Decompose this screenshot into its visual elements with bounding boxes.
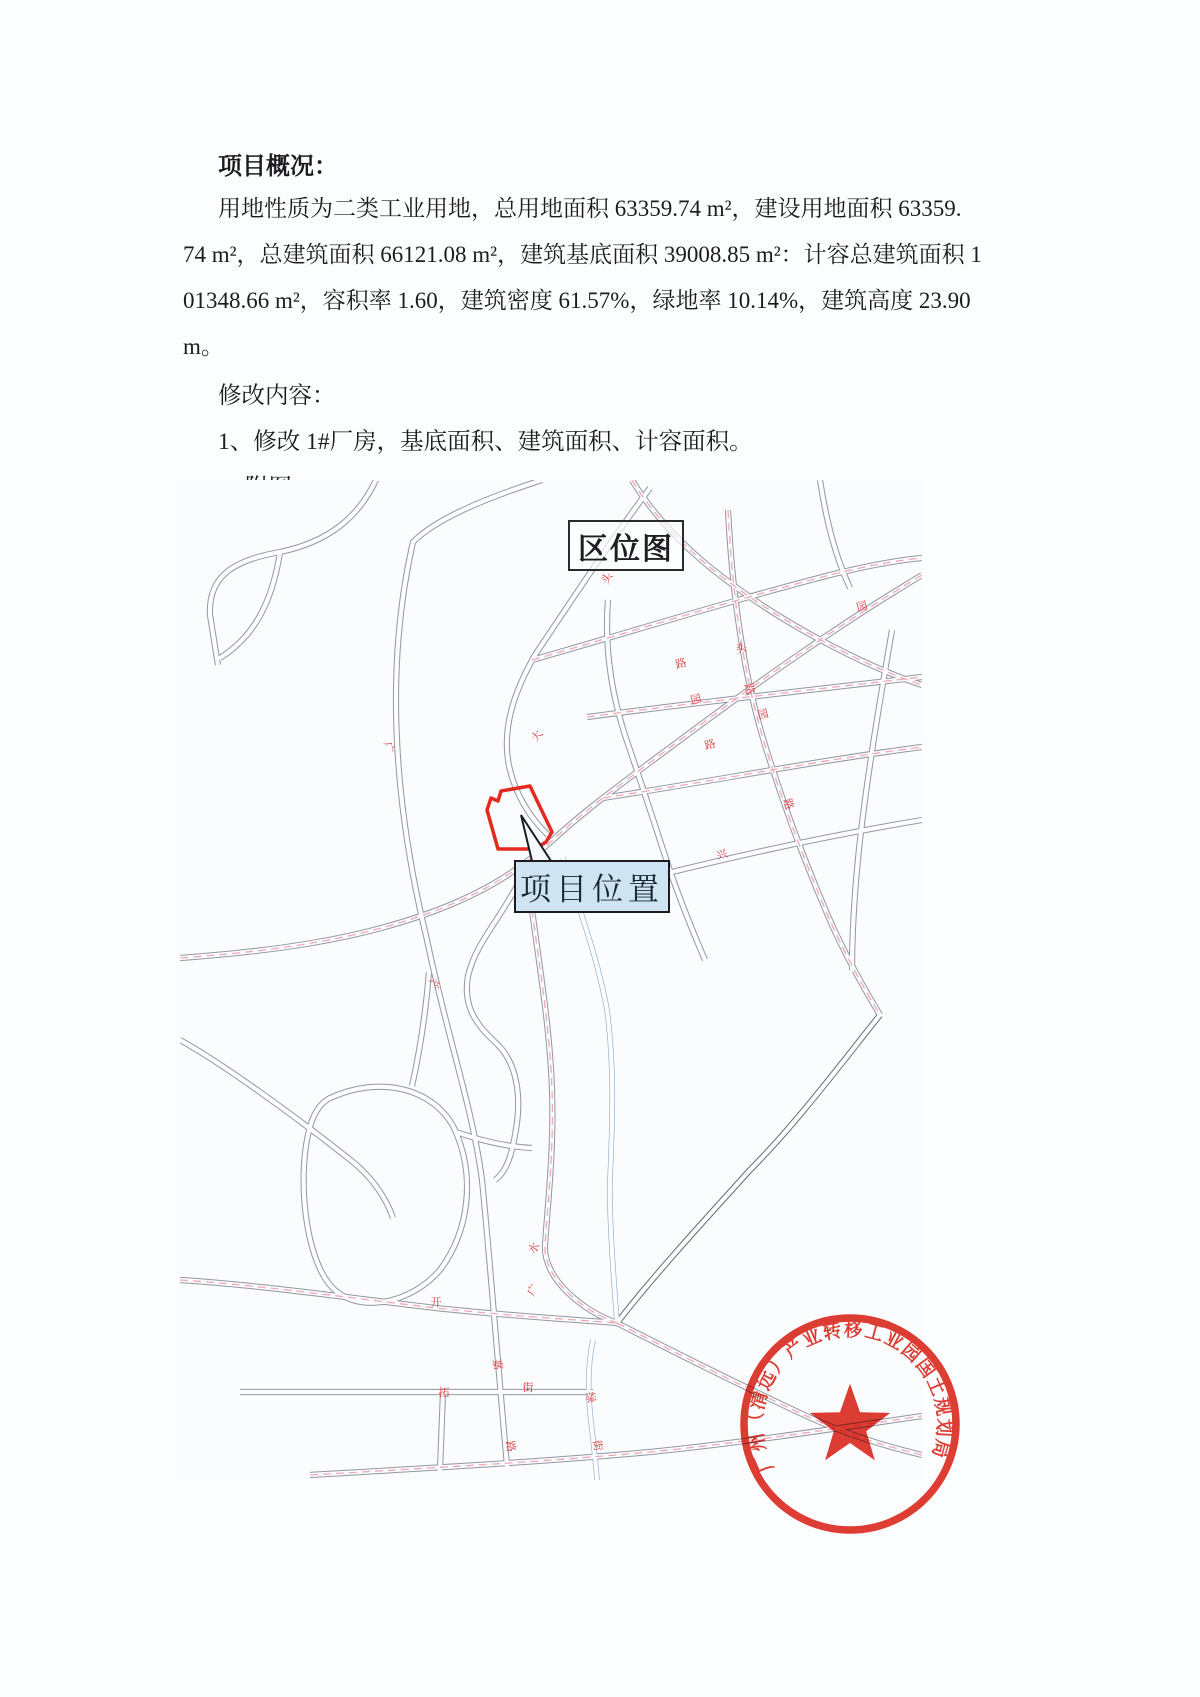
road-name-mark: 开: [430, 1297, 442, 1309]
overview-line: 01348.66 m²，容积率 1.60，建筑密度 61.57%，绿地率 10.14%，建筑高度 23.90: [183, 288, 971, 313]
road-name-mark: 水: [526, 1240, 543, 1257]
overview-line: m。: [183, 334, 224, 359]
seal-text: 广州（清远）产业转移工业园国土规划局: [742, 1316, 958, 1476]
overview-heading: 项目概况：: [218, 154, 338, 180]
map-title-box: [568, 520, 684, 571]
road-name-mark: 广: [525, 1282, 542, 1299]
road-name-mark: 路: [674, 656, 689, 672]
road-name-mark: 街: [522, 1382, 534, 1394]
road-name-mark: 广: [381, 741, 395, 754]
road-name-mark: 头: [599, 570, 616, 587]
road-name-mark: 路: [741, 682, 757, 697]
road-name-mark: 产: [425, 977, 440, 992]
map-title: 区位图: [578, 532, 674, 566]
overview-paragraph: [183, 186, 982, 370]
road-name-mark: 街: [590, 1439, 604, 1452]
road-name-mark: 园: [855, 599, 870, 615]
road-name-mark: 绿: [583, 1391, 597, 1404]
official-seal: [728, 1298, 973, 1543]
road-name-mark: 园: [689, 692, 704, 708]
road-name-mark: 兴: [715, 847, 730, 863]
road-name-mark: 头: [734, 641, 749, 657]
road-name-mark: 嘉: [490, 1358, 504, 1371]
road-name-mark: 园: [756, 707, 771, 723]
seal-star-icon: [810, 1384, 891, 1461]
overview-line: 74 m²，总建筑面积 66121.08 m²，建筑基底面积 39008.85 m²：计容总建筑面积 1: [183, 242, 982, 267]
overview-line: 用地性质为二类工业用地，总用地面积 63359.74 m²，建设用地面积 63359.: [218, 196, 962, 221]
road-name-mark: 路: [503, 1440, 517, 1453]
road-name-mark: 拓: [438, 1387, 450, 1399]
road-name-mark: 路: [703, 737, 718, 753]
road-name-mark: 路: [780, 797, 796, 812]
modification-item: 1、修改 1#厂房，基底面积、建筑面积、计容面积。: [218, 429, 753, 455]
project-location-text: 项目位置: [520, 872, 664, 907]
project-location-label: [514, 860, 670, 913]
modification-heading: 修改内容：: [218, 383, 336, 409]
road-name-mark: 大: [529, 728, 546, 745]
